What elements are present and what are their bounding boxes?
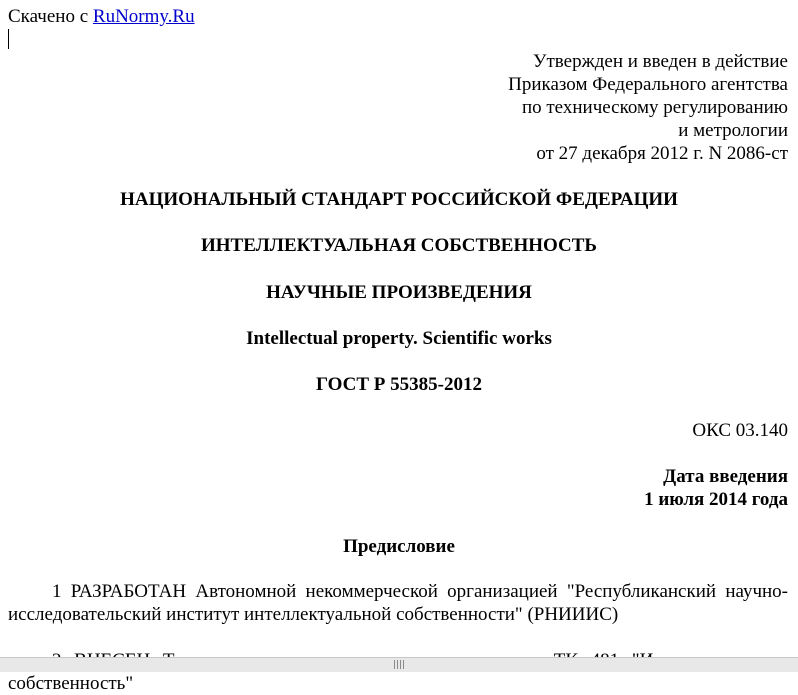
source-link[interactable]: RuNormy.Ru [92, 6, 195, 27]
resize-grip-icon[interactable] [394, 660, 404, 669]
approval-block [508, 50, 788, 165]
approval-line: от 27 декабря 2012 г. N 2086-ст [536, 143, 788, 164]
standard-title: НАЦИОНАЛЬНЫЙ СТАНДАРТ РОССИЙСКОЙ ФЕДЕРАЦИИ [120, 189, 678, 210]
document-subtitle: НАУЧНЫЕ ПРОИЗВЕДЕНИЯ [266, 282, 532, 303]
foreword-heading: Предисловие [343, 536, 455, 557]
source-prefix: Скачено с [8, 6, 93, 27]
foreword-paragraph: 1 РАЗРАБОТАН Автономной некоммерческой организацией "Республиканский научно-исследовательский институт интеллектуальной собственности" (РНИИИС) [8, 581, 788, 625]
text-cursor [8, 29, 9, 49]
approval-line: Утвержден и введен в действие [533, 51, 788, 72]
status-bar [0, 657, 798, 672]
intro-date-value: 1 июля 2014 года [644, 489, 788, 510]
foreword-paragraph: собственность" [8, 673, 134, 694]
approval-line: и метрологии [678, 120, 788, 141]
gost-number: ГОСТ Р 55385-2012 [316, 374, 482, 395]
approval-line: по техническому регулированию [521, 97, 788, 118]
source-line [8, 5, 195, 28]
document-title: ИНТЕЛЛЕКТУАЛЬНАЯ СОБСТВЕННОСТЬ [200, 235, 597, 256]
english-title: Intellectual property. Scientific works [246, 328, 552, 349]
intro-date-label: Дата введения [663, 466, 788, 487]
oks-code: ОКС 03.140 [692, 420, 788, 441]
approval-line: Приказом Федерального агентства [508, 74, 788, 95]
